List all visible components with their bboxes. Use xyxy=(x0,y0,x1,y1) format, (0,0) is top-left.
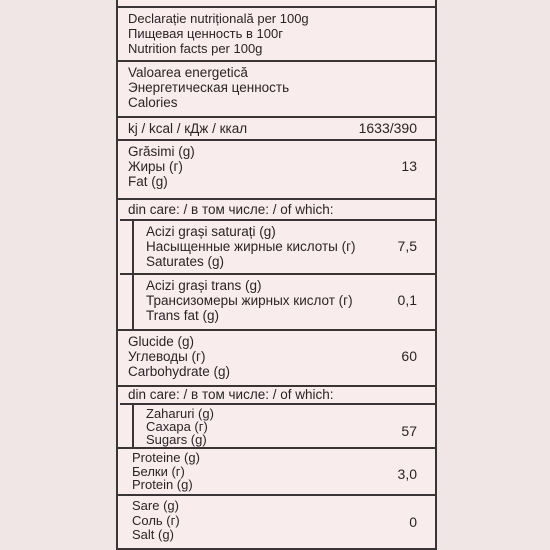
salt-value: 0 xyxy=(409,514,417,530)
trans-fat-line-en: Trans fat (g) xyxy=(146,308,220,323)
energy-line-ru: Энергетическая ценность xyxy=(128,80,290,95)
sugars-line-ru: Сахара (г) xyxy=(146,419,208,434)
saturates-line-ru: Насыщенные жирные кислоты (г) xyxy=(146,239,356,254)
sugars-line-en: Sugars (g) xyxy=(146,432,207,447)
rule xyxy=(118,447,435,449)
energy-line-en: Calories xyxy=(128,95,178,110)
of-which-label: din care: / в том числе: / of which: xyxy=(128,387,334,402)
header-line-ru: Пищевая ценность в 100г xyxy=(128,26,283,41)
rule xyxy=(118,60,435,62)
header-line-en: Nutrition facts per 100g xyxy=(128,41,263,56)
of-which-label: din care: / в том числе: / of which: xyxy=(128,202,334,217)
saturates-line-ro: Acizi grași saturați (g) xyxy=(146,224,276,239)
saturates-row xyxy=(146,224,427,269)
salt-line-en: Salt (g) xyxy=(132,527,174,542)
indent-line xyxy=(132,403,134,447)
protein-line-en: Protein (g) xyxy=(132,477,193,492)
rule xyxy=(120,273,435,275)
rule xyxy=(118,139,435,141)
carbohydrate-row xyxy=(128,334,427,379)
carbohydrate-line-ro: Glucide (g) xyxy=(128,334,195,349)
fat-value: 13 xyxy=(401,158,417,174)
energy-value: 1633/390 xyxy=(358,120,417,136)
fat-row xyxy=(128,144,427,189)
carbohydrate-line-ru: Углеводы (г) xyxy=(128,349,206,364)
energy-line-ro: Valoarea energetică xyxy=(128,65,248,80)
saturates-value: 7,5 xyxy=(397,238,417,254)
rule xyxy=(118,329,435,331)
energy-unit-row xyxy=(128,121,427,136)
sugars-row xyxy=(146,407,427,446)
protein-value: 3,0 xyxy=(397,466,417,482)
salt-line-ru: Соль (г) xyxy=(132,512,180,528)
trans-fat-line-ro: Acizi grași trans (g) xyxy=(146,278,262,293)
rule xyxy=(118,198,435,200)
rule xyxy=(120,219,435,221)
saturates-line-en: Saturates (g) xyxy=(146,254,225,269)
fat-line-ro: Grăsimi (g) xyxy=(128,144,195,159)
rule xyxy=(118,116,435,118)
energy-unit-label: kj / kcal / кДж / ккал xyxy=(128,121,248,136)
sugars-value: 57 xyxy=(401,423,417,439)
trans-fat-line-ru: Трансизомеры жирных кислот (г) xyxy=(146,293,353,308)
energy-row xyxy=(128,65,427,110)
carbohydrate-line-en: Carbohydrate (g) xyxy=(128,364,231,379)
fat-line-en: Fat (g) xyxy=(128,174,168,189)
rule xyxy=(118,6,435,8)
protein-row xyxy=(132,451,427,492)
table-header xyxy=(128,11,427,56)
carbohydrate-value: 60 xyxy=(401,348,417,364)
fat-line-ru: Жиры (г) xyxy=(128,159,183,174)
header-line-ro: Declarație nutrițională per 100g xyxy=(128,11,309,26)
salt-row xyxy=(132,499,427,543)
rule xyxy=(120,403,435,405)
fat-of-which-row xyxy=(128,202,427,217)
salt-line-ro: Sare (g) xyxy=(132,498,179,513)
sugars-line-ro: Zaharuri (g) xyxy=(146,406,214,421)
carbs-of-which-row xyxy=(128,387,427,402)
nutrition-facts-table xyxy=(116,0,437,550)
rule xyxy=(118,494,435,496)
trans-fat-row xyxy=(146,278,427,323)
trans-fat-value: 0,1 xyxy=(397,292,417,308)
protein-line-ru: Белки (г) xyxy=(132,463,185,479)
indent-line xyxy=(132,219,134,329)
protein-line-ro: Proteine (g) xyxy=(132,450,200,465)
